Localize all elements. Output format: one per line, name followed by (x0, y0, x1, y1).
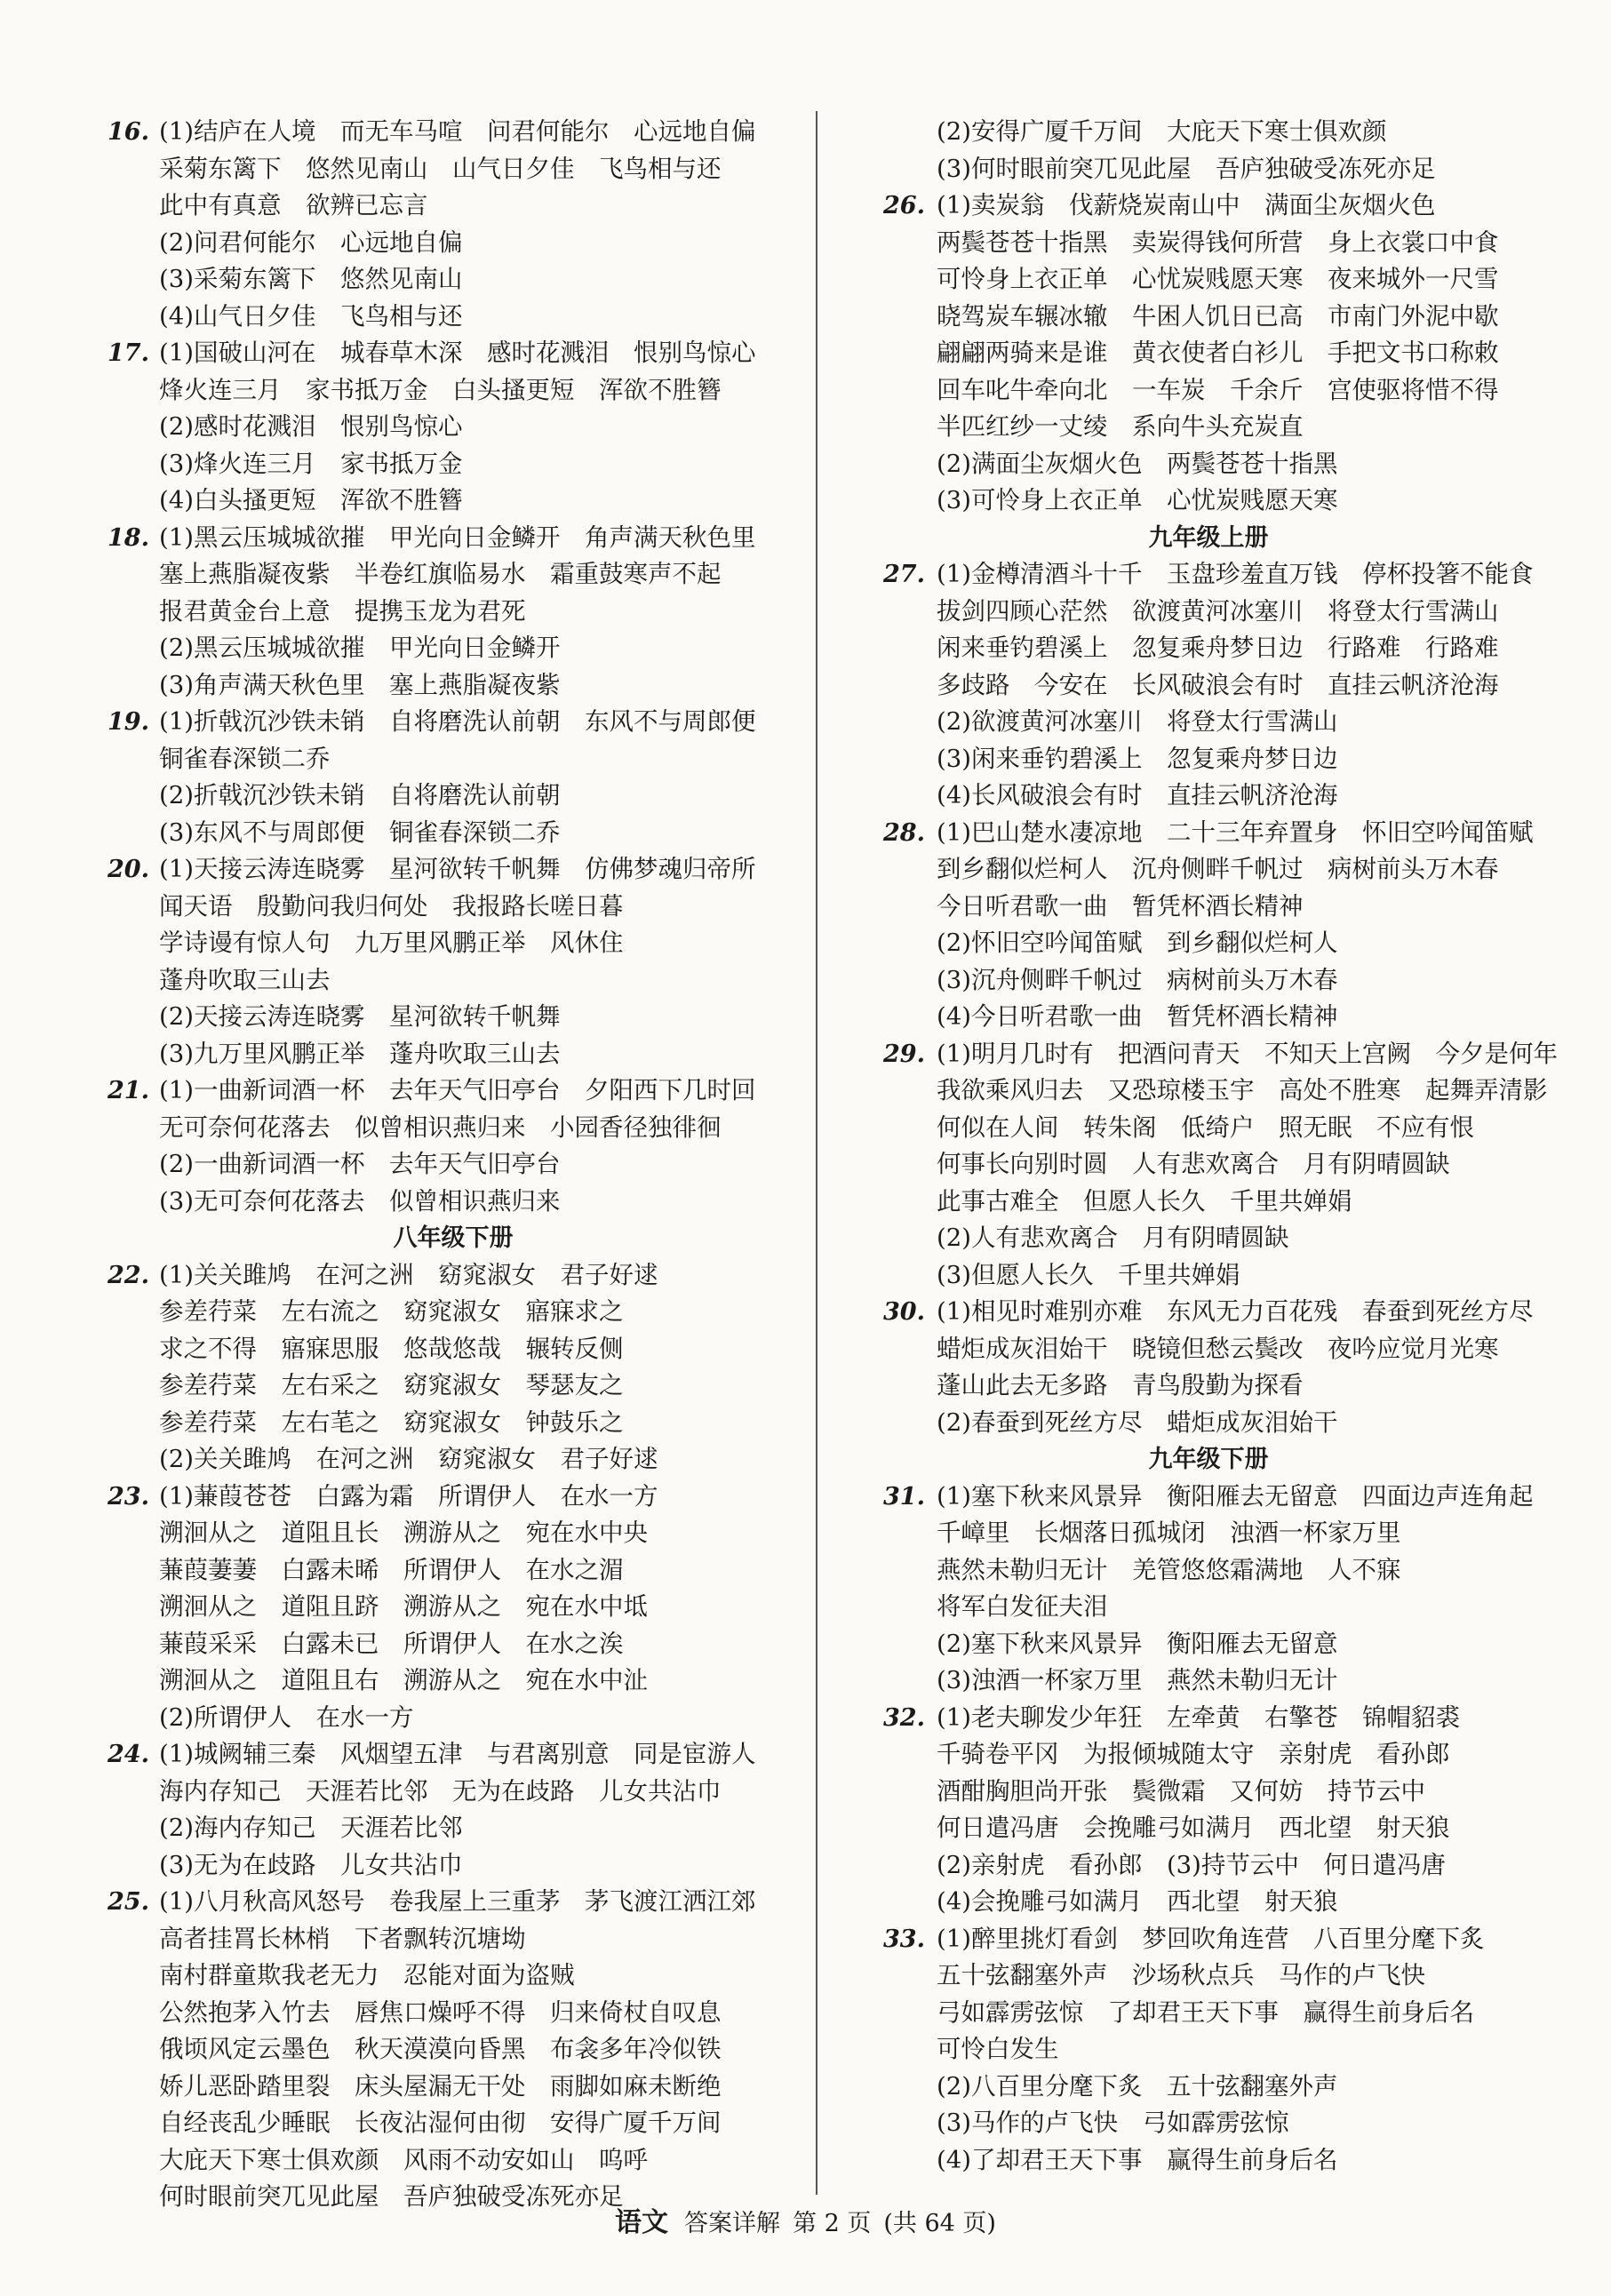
answer-line: 此中有真意 欲辨已忘言 (159, 191, 428, 219)
question-number: 19. (108, 708, 149, 736)
answer-line: (2)黑云压城城欲摧 甲光向日金鳞开 (159, 634, 561, 662)
answer-line: 公然抱茅入竹去 唇焦口燥呼不得 归来倚杖自叹息 (159, 1997, 722, 2027)
answer-line: (3)无可奈何花落去 似曾相识燕归来 (159, 1186, 561, 1216)
page-footer (0, 2200, 1611, 2239)
answer-line: 酒酣胸胆尚开张 鬓微霜 又何妨 持节云中 (937, 1776, 1425, 1806)
answer-line: 拔剑四顾心茫然 欲渡黄河冰塞川 将登太行雪满山 (937, 596, 1499, 626)
question-number: 16. (108, 118, 149, 146)
answer-line: (2)欲渡黄河冰塞川 将登太行雪满山 (937, 707, 1338, 736)
answer-item (108, 1736, 795, 1884)
answer-item (883, 556, 1534, 815)
answer-line: 自经丧乱少睡眠 长夜沾湿何由彻 安得广厦千万间 (159, 2109, 722, 2137)
answer-line: 千嶂里 长烟落日孤城闭 浊酒一杯家万里 (937, 1519, 1401, 1547)
answer-item (108, 851, 795, 1072)
answer-line: 闻天语 殷勤问我归何处 我报路长嗟日暮 (159, 891, 624, 921)
answer-line: (1)八月秋高风怒号 卷我屋上三重茅 茅飞渡江洒江郊 (159, 1887, 756, 1916)
question-number: 26. (883, 192, 925, 219)
answer-line: (3)角声满天秋色里 塞上燕脂凝夜紫 (159, 670, 561, 699)
section-heading: 九年级下册 (1148, 1446, 1269, 1473)
answer-line: (1)相见时难别亦难 东风无力百花残 春蚕到死丝方尽 (937, 1297, 1534, 1326)
answer-line: (1)明月几时有 把酒问青天 不知天上宫阙 今夕是何年 (937, 1039, 1558, 1068)
answer-line: 溯洄从之 道阻且长 溯游从之 宛在水中央 (159, 1519, 648, 1547)
answer-line: 蓬舟吹取三山去 (159, 965, 331, 994)
answer-line: 何日遣冯唐 会挽雕弓如满月 西北望 射天狼 (937, 1814, 1450, 1842)
answer-line: (1)黑云压城城欲摧 甲光向日金鳞开 角声满天秋色里 (159, 522, 756, 552)
question-number: 25. (108, 1888, 149, 1916)
answer-line: (2)八百里分麾下炙 五十弦翻塞外声 (937, 2071, 1338, 2101)
answer-line: (2)人有悲欢离合 月有阴晴圆缺 (937, 1224, 1289, 1252)
question-number: 33. (883, 1925, 925, 1953)
answer-item (108, 1257, 795, 1479)
answer-line: (3)无为在歧路 儿女共沾巾 (159, 1850, 463, 1879)
question-number: 32. (883, 1703, 925, 1732)
answer-line: 我欲乘风归去 又恐琼楼玉宇 高处不胜寒 起舞弄清影 (937, 1076, 1548, 1104)
answer-line: (3)采菊东篱下 悠然见南山 (159, 265, 463, 293)
answer-item (108, 1479, 795, 1737)
answer-line: (2)所谓伊人 在水一方 (159, 1702, 414, 1732)
answer-line: (1)金樽清酒斗十千 玉盘珍羞直万钱 停杯投箸不能食 (937, 560, 1534, 588)
footer-total: (共 64 页) (883, 2210, 996, 2237)
answer-line: 俄顷风定云墨色 秋天漠漠向昏黑 布衾多年冷似铁 (159, 2035, 722, 2063)
answer-line: 弓如霹雳弦惊 了却君王天下事 赢得生前身后名 (937, 1997, 1474, 2027)
answer-line: (3)马作的卢飞快 弓如霹雳弦惊 (937, 2109, 1289, 2137)
answer-line: (3)烽火连三月 家书抵万金 (159, 449, 463, 478)
answer-item (108, 335, 795, 520)
question-number: 17. (108, 339, 149, 367)
answer-line: (1)关关雎鸠 在河之洲 窈窕淑女 君子好逑 (159, 1260, 658, 1289)
answer-line: 参差荇菜 左右采之 窈窕淑女 琴瑟友之 (159, 1371, 624, 1399)
question-number: 28. (883, 818, 925, 847)
answer-item (108, 520, 795, 705)
answer-line: 今日听君歌一曲 暂凭杯酒长精神 (937, 891, 1304, 921)
column-divider (816, 111, 817, 2195)
answer-line: 烽火连三月 家书抵万金 白头搔更短 浑欲不胜簪 (159, 375, 722, 404)
answer-line: (3)浊酒一杯家万里 燕然未勒归无计 (937, 1666, 1338, 1694)
answer-line: 大庇天下寒士俱欢颜 风雨不动安如山 呜呼 (159, 2145, 648, 2174)
answer-line: (1)卖炭翁 伐薪烧炭南山中 满面尘灰烟火色 (937, 191, 1436, 219)
answer-line: (1)蒹葭苍苍 白露为霜 所谓伊人 在水一方 (159, 1481, 658, 1511)
answer-line: (1)一曲新词酒一杯 去年天气旧亭台 夕阳西下几时回 (159, 1076, 756, 1104)
answer-item (883, 1921, 1528, 2180)
answer-line: 翩翩两骑来是谁 黄衣使者白衫儿 手把文书口称敕 (937, 339, 1499, 367)
answer-item (108, 1072, 795, 1220)
answer-line: (2)感时花溅泪 恨别鸟惊心 (159, 412, 463, 441)
answer-line: (1)巴山楚水凄凉地 二十三年弃置身 怀旧空吟闻笛赋 (937, 817, 1534, 847)
answer-line: (3)何时眼前突兀见此屋 吾庐独破受冻死亦足 (937, 154, 1436, 183)
question-number: 22. (108, 1261, 149, 1289)
answer-line: 学诗谩有惊人句 九万里风鹏正举 风休住 (159, 929, 624, 957)
answer-item (883, 1294, 1534, 1441)
answer-line: (1)天接云涛连晓雾 星河欲转千帆舞 仿佛梦魂归帝所 (159, 855, 756, 883)
answer-line: 五十弦翻塞外声 沙场秋点兵 马作的卢飞快 (937, 1961, 1425, 1989)
answer-line: (1)老夫聊发少年狂 左牵黄 右擎苍 锦帽貂裘 (937, 1702, 1460, 1732)
answer-line: 两鬓苍苍十指黑 卖炭得钱何所营 身上衣裳口中食 (937, 227, 1499, 257)
answer-line: (4)白头搔更短 浑欲不胜簪 (159, 486, 463, 514)
answer-line: 参差荇菜 左右流之 窈窕淑女 寤寐求之 (159, 1297, 624, 1326)
question-number: 20. (108, 856, 149, 883)
answer-line: 参差荇菜 左右芼之 窈窕淑女 钟鼓乐之 (159, 1407, 624, 1437)
answer-line: (4)了却君王天下事 赢得生前身后名 (937, 2145, 1338, 2174)
answer-line: (3)沉舟侧畔千帆过 病树前头万木春 (937, 965, 1338, 994)
answer-line: 此事古难全 但愿人长久 千里共婵娟 (937, 1186, 1352, 1216)
answer-line: 采菊东篱下 悠然见南山 山气日夕佳 飞鸟相与还 (159, 154, 722, 183)
question-number: 18. (108, 523, 149, 552)
answer-line: (2)问君何能尔 心远地自偏 (159, 227, 463, 257)
answer-line: 无可奈何花落去 似曾相识燕归来 小园香径独徘徊 (159, 1112, 722, 1142)
answer-item (889, 114, 1528, 187)
answer-item (108, 114, 795, 335)
answer-line: (1)国破山河在 城春草木深 感时花溅泪 恨别鸟惊心 (159, 339, 756, 367)
answer-line: (4)今日听君歌一曲 暂凭杯酒长精神 (937, 1002, 1338, 1031)
answer-item (108, 704, 795, 851)
section-heading: 九年级上册 (1148, 523, 1269, 552)
section-heading: 八年级下册 (393, 1224, 514, 1252)
question-number: 23. (108, 1482, 149, 1511)
answer-line: (2)关关雎鸠 在河之洲 窈窕淑女 君子好逑 (159, 1445, 658, 1473)
answer-line: (3)但愿人长久 千里共婵娟 (937, 1260, 1240, 1289)
footer-section: 答案详解 (684, 2210, 781, 2237)
answer-item (883, 1700, 1528, 1921)
question-number: 31. (883, 1482, 925, 1511)
answer-line: 千骑卷平冈 为报倾城随太守 亲射虎 看孙郎 (937, 1740, 1450, 1768)
answer-line: 到乡翻似烂柯人 沉舟侧畔千帆过 病树前头万木春 (937, 855, 1499, 883)
question-number: 29. (883, 1040, 925, 1068)
question-number: 30. (883, 1298, 925, 1326)
answer-item (108, 1884, 795, 2216)
answer-line: (1)城阙辅三秦 风烟望五津 与君离别意 同是宦游人 (159, 1740, 756, 1768)
answer-line: (3)九万里风鹏正举 蓬舟吹取三山去 (159, 1039, 561, 1068)
answer-line: 蜡炬成灰泪始干 晓镜但愁云鬓改 夜吟应觉月光寒 (937, 1334, 1499, 1363)
question-number: 21. (108, 1077, 149, 1104)
answer-line: (2)怀旧空吟闻笛赋 到乡翻似烂柯人 (937, 929, 1338, 957)
answer-line: (2)满面尘灰烟火色 两鬓苍苍十指黑 (937, 449, 1338, 478)
answer-line: 回车叱牛牵向北 一车炭 千余斤 宫使驱将惜不得 (937, 375, 1499, 404)
answer-line: (4)山气日夕佳 飞鸟相与还 (159, 301, 463, 331)
answer-item (883, 1036, 1558, 1295)
answer-item (883, 187, 1528, 520)
answer-line: 溯洄从之 道阻且右 溯游从之 宛在水中沚 (159, 1666, 648, 1694)
answer-line: 燕然未勒归无计 羌管悠悠霜满地 人不寐 (937, 1555, 1401, 1584)
answer-line: (3)可怜身上衣正单 心忧炭贱愿天寒 (937, 486, 1338, 514)
answer-line: 溯洄从之 道阻且跻 溯游从之 宛在水中坻 (159, 1592, 648, 1621)
answer-line: 何时眼前突兀见此屋 吾庐独破受冻死亦足 (159, 2182, 624, 2211)
answer-line: (3)闲来垂钓碧溪上 忽复乘舟梦日边 (937, 744, 1338, 773)
answer-line: (1)醉里挑灯看剑 梦回吹角连营 八百里分麾下炙 (937, 1924, 1485, 1953)
answer-line: (2)天接云涛连晓雾 星河欲转千帆舞 (159, 1002, 561, 1031)
question-number: 24. (108, 1741, 149, 1768)
answer-line: 娇儿恶卧踏里裂 床头屋漏无干处 雨脚如麻未断绝 (159, 2071, 722, 2101)
footer-page: 第 2 页 (793, 2210, 872, 2237)
answer-line: (4)长风破浪会有时 直挂云帆济沧海 (937, 781, 1338, 809)
answer-line: (2)亲射虎 看孙郎 (3)持节云中 何日遣冯唐 (937, 1850, 1446, 1879)
answer-line: (3)东风不与周郎便 铜雀春深锁二乔 (159, 817, 561, 847)
answer-line: 蒹葭萋萋 白露未晞 所谓伊人 在水之湄 (159, 1555, 624, 1584)
answer-line: 塞上燕脂凝夜紫 半卷红旗临易水 霜重鼓寒声不起 (159, 560, 722, 588)
question-number: 27. (883, 561, 925, 588)
answer-line: 晓驾炭车辗冰辙 牛困人饥日已高 市南门外泥中歇 (937, 301, 1499, 331)
answer-line: (1)结庐在人境 而无车马喧 问君何能尔 心远地自偏 (159, 117, 756, 146)
answer-item (883, 815, 1534, 1036)
right-column (883, 114, 1558, 2179)
answer-line: 闲来垂钓碧溪上 忽复乘舟梦日边 行路难 行路难 (937, 634, 1499, 662)
footer-subject: 语文 (615, 2207, 669, 2238)
answer-line: 可怜身上衣正单 心忧炭贱愿天寒 夜来城外一尺雪 (937, 265, 1499, 293)
answer-line: 报君黄金台上意 提携玉龙为君死 (159, 596, 526, 626)
answer-line: 铜雀春深锁二乔 (159, 744, 331, 773)
answer-line: 何似在人间 转朱阁 低绮户 照无眠 不应有恨 (937, 1112, 1474, 1142)
answer-line: (2)安得广厦千万间 大庇天下寒士俱欢颜 (937, 117, 1387, 146)
answer-line: (2)塞下秋来风景异 衡阳雁去无留意 (937, 1629, 1338, 1658)
answer-line: 求之不得 寤寐思服 悠哉悠哉 辗转反侧 (159, 1334, 624, 1363)
answer-line: 可怜白发生 (937, 2035, 1059, 2063)
answer-line: 海内存知己 天涯若比邻 无为在歧路 儿女共沾巾 (159, 1776, 722, 1806)
answer-line: 蒹葭采采 白露未已 所谓伊人 在水之涘 (159, 1629, 624, 1658)
answer-line: (4)会挽雕弓如满月 西北望 射天狼 (937, 1887, 1338, 1916)
answer-line: (2)一曲新词酒一杯 去年天气旧亭台 (159, 1150, 561, 1178)
answer-line: 南村群童欺我老无力 忍能对面为盗贼 (159, 1961, 575, 1989)
answer-line: 半匹红纱一丈绫 系向牛头充炭直 (937, 412, 1304, 441)
answer-line: 何事长向别时圆 人有悲欢离合 月有阴晴圆缺 (937, 1150, 1450, 1178)
answer-line: (2)海内存知己 天涯若比邻 (159, 1814, 463, 1842)
answer-line: 多歧路 今安在 长风破浪会有时 直挂云帆济沧海 (937, 670, 1499, 699)
answer-line: (1)塞下秋来风景异 衡阳雁去无留意 四面边声连角起 (937, 1481, 1534, 1511)
answer-line: (2)春蚕到死丝方尽 蜡炬成灰泪始干 (937, 1407, 1338, 1437)
answer-line: 蓬山此去无多路 青鸟殷勤为探看 (937, 1371, 1304, 1399)
answer-line: 将军白发征夫泪 (937, 1592, 1108, 1621)
answer-line: (2)折戟沉沙铁未销 自将磨洗认前朝 (159, 781, 561, 809)
left-column (108, 114, 795, 2216)
answer-line: 高者挂罥长林梢 下者飘转沉塘坳 (159, 1924, 526, 1953)
answer-line: (1)折戟沉沙铁未销 自将磨洗认前朝 东风不与周郎便 (159, 707, 756, 736)
answer-item (883, 1479, 1534, 1700)
